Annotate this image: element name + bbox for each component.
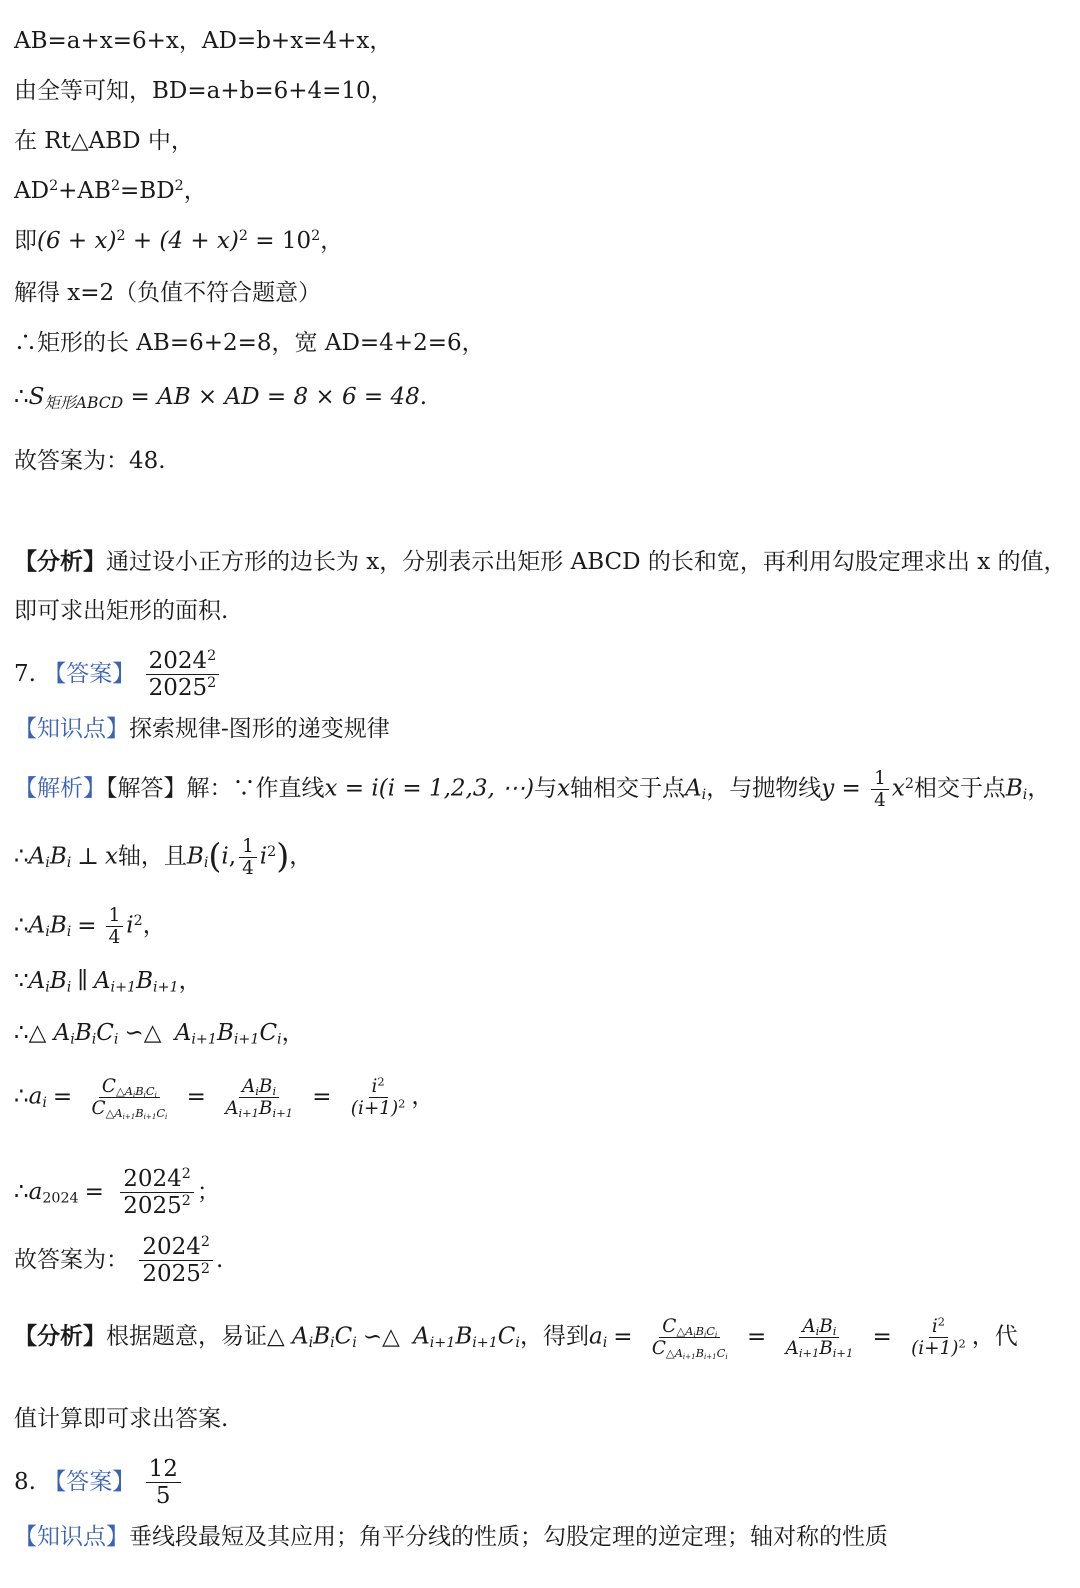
knowledge-point: 【知识点】探索规律-图形的递变规律 xyxy=(14,716,390,742)
solution-line: 在 Rt△ABD 中， xyxy=(14,128,194,154)
analysis-tag: 【分析】 xyxy=(14,548,106,575)
pythagoras-line: $AD^2+AB^2=BD^2$， xyxy=(14,178,207,204)
explanation-line: ∴△ $A_iB_iC_i$ ∽△ $A_{i+1}B_{i+1}C_i$， xyxy=(14,1020,305,1048)
answer-tag: 【答案】 xyxy=(43,660,136,687)
explanation-line: $\because A_iB_i$ ∥ $A_{i+1}B_{i+1}$， xyxy=(14,968,202,996)
q7-answer: 7. 【答案】 $\frac{2024^2}{2025^2}$ xyxy=(14,648,222,702)
knowledge-tag: 【知识点】 xyxy=(14,716,129,742)
explanation-line: $\therefore a_{2024}$ = $\frac{2024^2}{2025^2}$ ； xyxy=(14,1166,220,1220)
fraction: $\frac{i^2}{(i+1)^2}$ xyxy=(350,1074,406,1120)
analysis-line: 值计算即可求出答案. xyxy=(14,1406,229,1432)
solution-line: AB=a+x=6+x，AD=b+x=4+x， xyxy=(14,28,393,54)
fraction: $\frac{2024^2}{2025^2}$ xyxy=(139,1234,213,1288)
explanation-tag: 【解析】 xyxy=(14,775,106,802)
fraction: $\frac{i^2}{(i+1)^2}$ xyxy=(911,1314,966,1360)
analysis-line: 【分析】通过设小正方形的边长为 x，分别表示出矩形 ABCD 的长和宽，再利用勾股定理求出 x 的值， xyxy=(14,548,1067,575)
explanation-line: $\therefore A_iB_i$ ⊥ x轴，且$B_i(i$, $\frac{1}{4}$ $i^2$)， xyxy=(14,836,313,880)
q8-answer: 8. 【答案】 $\frac{12}{5}$ xyxy=(14,1456,184,1510)
answer-tag: 【答案】 xyxy=(43,1468,136,1495)
area-equation: $\therefore S_{矩形ABCD}$ = AB × AD = 8 × 6 = 48. xyxy=(14,384,428,412)
analysis-tag: 【分析】 xyxy=(14,1322,106,1350)
fraction: $\frac{12}{5}$ xyxy=(146,1456,181,1510)
solution-line: 解得 x=2（负值不符合题意） xyxy=(14,280,322,306)
knowledge-tag: 【知识点】 xyxy=(14,1524,129,1550)
fraction: $\frac{2024^2}{2025^2}$ xyxy=(146,648,220,702)
explanation-line: $\therefore A_iB_i$ = $\frac{1}{4}$ $i^2$， xyxy=(14,905,166,949)
fraction: $\frac{A_iB_i}{A_{i+1}B_{i+1}}$ xyxy=(785,1316,854,1360)
fraction: $\frac{C_{\triangle A_iB_iC_i}}{C_{\triangle A_{i+1}B_{i+1}C_i}}$ xyxy=(91,1076,168,1121)
solution-line: ∴矩形的长 AB=6+2=8，宽 AD=4+2=6， xyxy=(14,330,485,356)
knowledge-point: 【知识点】垂线段最短及其应用；角平分线的性质；勾股定理的逆定理；轴对称的性质 xyxy=(14,1524,888,1550)
final-answer: 故答案为：48. xyxy=(14,448,166,474)
solution-line: 由全等可知，BD=a+b=6+4=10， xyxy=(14,78,394,104)
ratio-equation: $\therefore a_i$ = $\frac{C_{\triangle A_iB_iC_i}}{C_{\triangle A_{i+1}B_{i+1}C_i}}$ = $\frac{A_iB_i}{A_{i+1}B_{i+1}}$ = $\frac{i^2}{(i+1)^2}$ ， xyxy=(14,1074,435,1121)
fraction: $\frac{A_iB_i}{A_{i+1}B_{i+1}}$ xyxy=(225,1076,293,1120)
analysis-line: 即可求出矩形的面积. xyxy=(14,598,229,624)
fraction: $\frac{C_{\triangle A_iB_iC_i}}{C_{\triangle A_{i+1}B_{i+1}C_i}}$ xyxy=(651,1316,728,1361)
fraction: $\frac{2024^2}{2025^2}$ xyxy=(120,1166,194,1220)
explanation-line: 【解析】【解答】解：∵作直线x = i(i = 1,2,3, ⋯)与x轴相交于点$A_i$，与抛物线y = $\frac{1}{4}$ $x^2$相交于点$B_i$， xyxy=(14,768,1051,812)
final-answer: 故答案为： $\frac{2024^2}{2025^2}$ . xyxy=(14,1234,224,1288)
equation-line: 即$(6 + x)^2 + (4 + x)^2 = 10^2$， xyxy=(14,228,344,254)
analysis-line: 【分析】根据题意，易证△ $A_iB_iC_i$ ∽△ $A_{i+1}B_{i+1}C_i$，得到$a_i$ = $\frac{C_{\triangle A_iB_iC_i}}{C_{\triangle A_{i+1}B_{i+1}C_i}}$ = $\frac{A_iB_i}{A_{i+1}B_{i+1}}$ = $\frac{i^2}{(i+1)^2}$ ，代 xyxy=(14,1314,1018,1361)
